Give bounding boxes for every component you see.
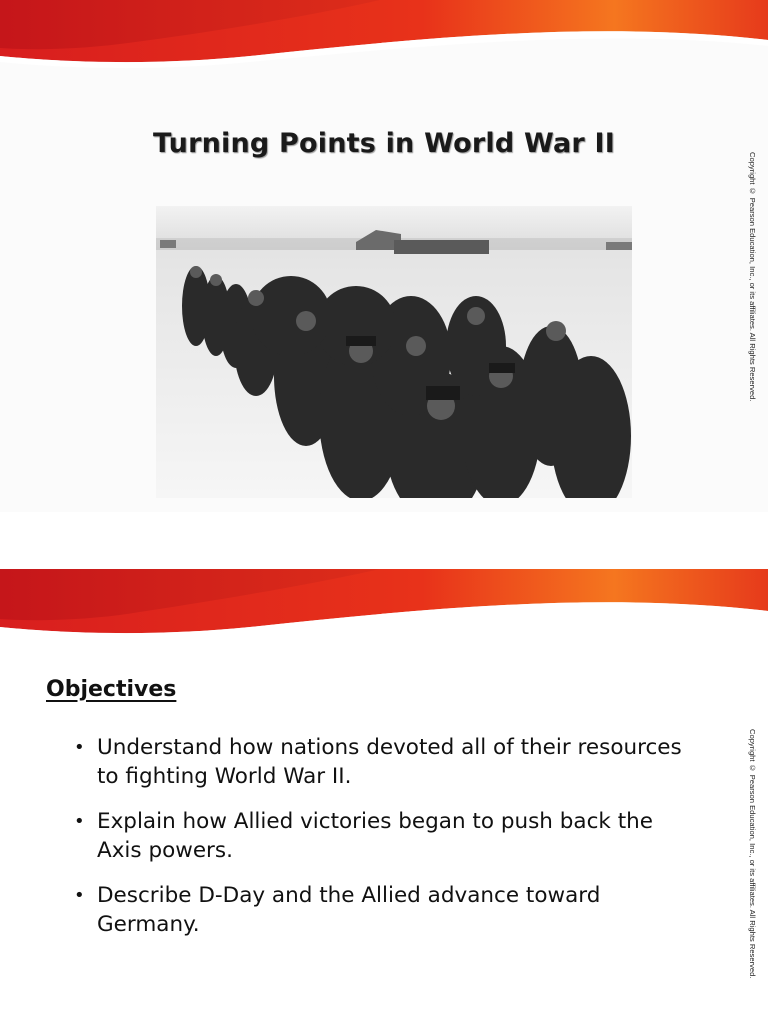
bullet-icon: • — [74, 811, 85, 832]
header-banner — [0, 0, 768, 70]
objectives-heading: Objectives — [46, 677, 177, 702]
objective-text: Explain how Allied victories began to push back the Axis powers. — [97, 809, 653, 863]
soldiers-snow-photo — [156, 206, 632, 498]
list-item — [74, 733, 694, 791]
objective-text: Describe D-Day and the Allied advance toward Germany. — [97, 883, 601, 937]
copyright-notice: Copyright © Pearson Education, Inc., or its affiliates. All Rights Reserved. — [748, 152, 757, 402]
copyright-notice: Copyright © Pearson Education, Inc., or its affiliates. All Rights Reserved. — [748, 729, 757, 979]
slide-title-text: Turning Points in World War II — [153, 128, 615, 159]
list-item — [74, 807, 694, 865]
objective-text: Understand how nations devoted all of their resources to fighting World War II. — [97, 735, 682, 789]
objectives-list — [74, 733, 694, 955]
bullet-icon: • — [74, 737, 85, 758]
list-item — [74, 881, 694, 939]
bullet-icon: • — [74, 885, 85, 906]
slide-objectives — [0, 569, 768, 1024]
header-banner — [0, 569, 768, 641]
